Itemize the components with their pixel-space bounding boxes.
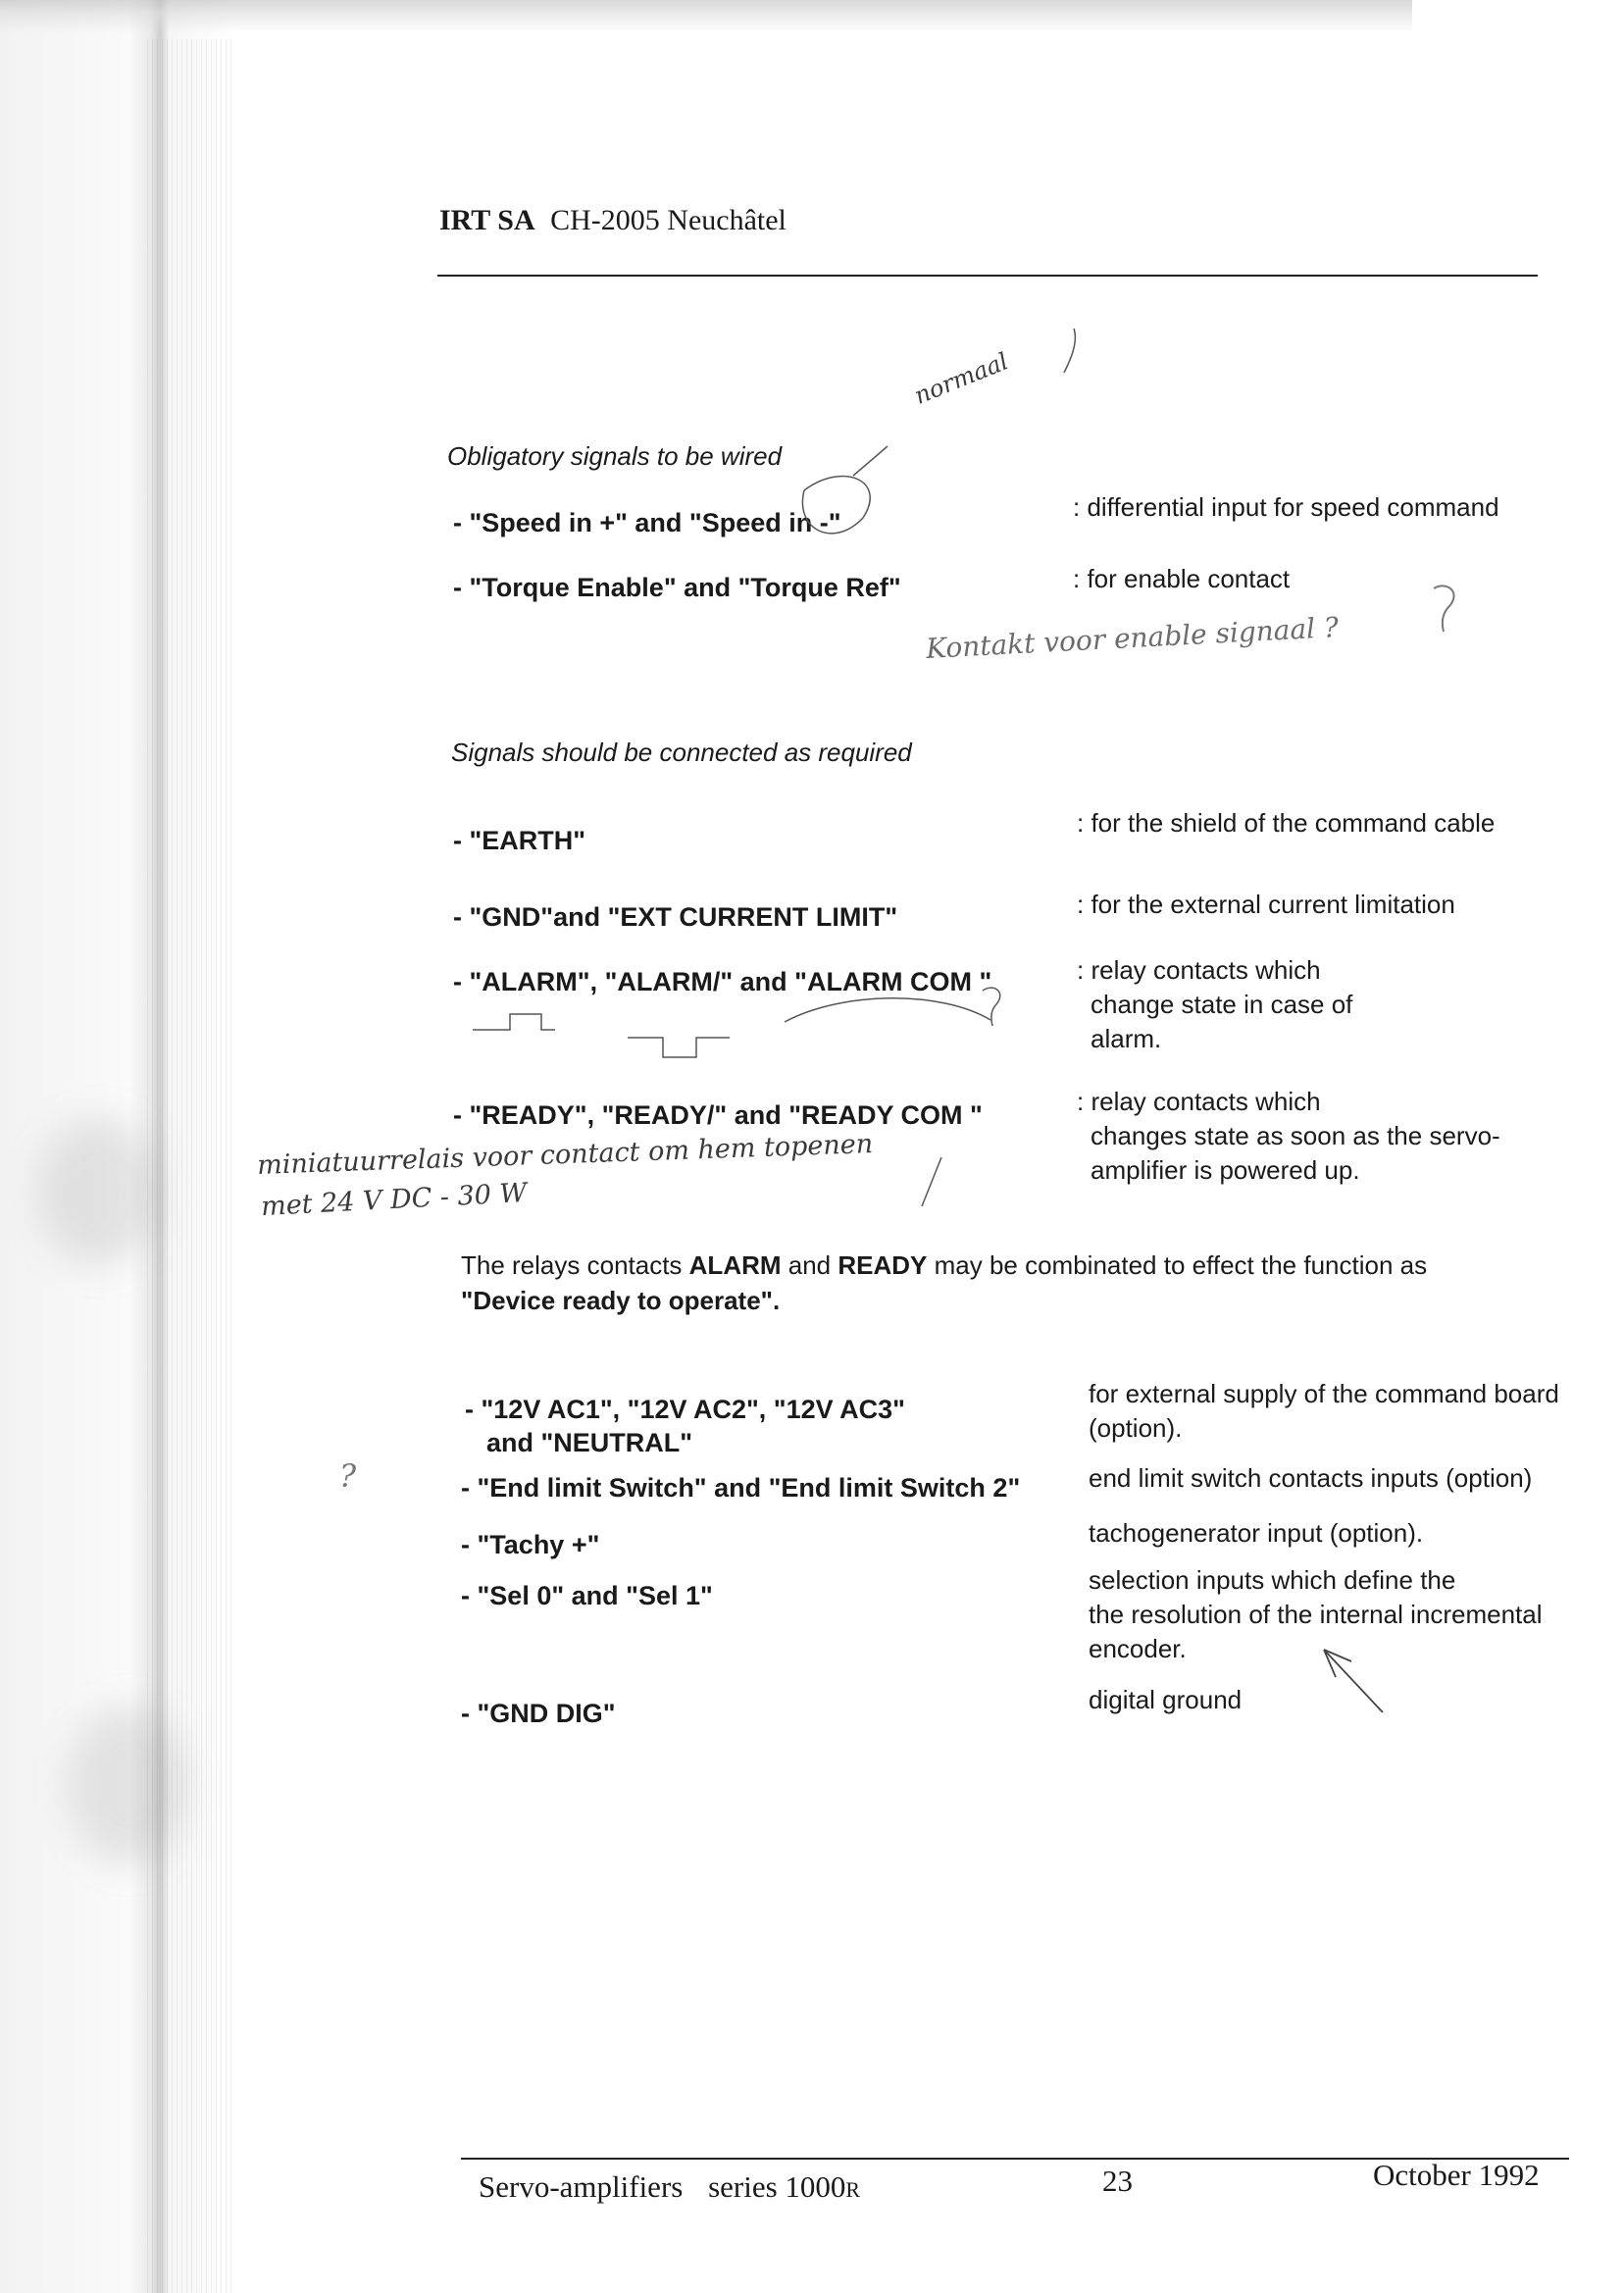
signal-name: - "Torque Enable" and "Torque Ref" xyxy=(453,573,901,602)
handwritten-mark: ? xyxy=(339,1457,357,1495)
section-title-obligatory: Obligatory signals to be wired xyxy=(447,441,783,471)
footer-title xyxy=(479,2169,860,2205)
desc-line: for external supply of the command board xyxy=(1089,1379,1559,1408)
handwritten-waveform xyxy=(473,1014,555,1030)
text: and xyxy=(781,1250,838,1280)
signal-desc: tachogenerator input (option). xyxy=(1089,1518,1424,1548)
text: may be combinated to effect the function as xyxy=(927,1250,1428,1280)
desc-line: (option). xyxy=(1089,1413,1183,1443)
desc-line: selection inputs which define the xyxy=(1089,1565,1456,1595)
signal-desc: : differential input for speed command xyxy=(1073,492,1499,522)
footer-series xyxy=(708,2169,860,2204)
text: The relays contacts xyxy=(461,1250,689,1280)
desc-line: changes state as soon as the servo- xyxy=(1091,1121,1500,1150)
section-title-optional: Signals should be connected as required xyxy=(451,738,912,767)
handwritten-note: miniatuurrelais voor contact om hem topenen xyxy=(256,1129,874,1181)
handwritten-line xyxy=(922,1157,941,1206)
signal-name: - "EARTH" xyxy=(453,826,586,855)
signal-desc: : for the shield of the command cable xyxy=(1077,808,1496,838)
signal-name: - "GND"and "EXT CURRENT LIMIT" xyxy=(453,902,898,932)
desc-line: change state in case of xyxy=(1091,990,1353,1019)
handwritten-circle xyxy=(802,476,870,533)
signal-name: - "End limit Switch" and "End limit Switch 2" xyxy=(461,1473,1021,1503)
signal-name: - "ALARM", "ALARM/" and "ALARM COM " xyxy=(453,967,992,996)
signal-desc: : for the external current limitation xyxy=(1077,890,1455,919)
signal-desc: digital ground xyxy=(1089,1685,1243,1714)
signal-name: - "12V AC1", "12V AC2", "12V AC3" xyxy=(465,1395,905,1424)
handwritten-line xyxy=(853,446,888,476)
signal-name: - "Sel 0" and "Sel 1" xyxy=(461,1581,713,1610)
text-bold: "Device ready to operate". xyxy=(461,1286,781,1315)
page-number: 23 xyxy=(1102,2164,1133,2198)
footer-series-suffix: R xyxy=(845,2177,861,2202)
handwritten-question xyxy=(1434,586,1454,632)
desc-line: : relay contacts which xyxy=(1077,1087,1321,1116)
text-bold: ALARM xyxy=(688,1250,782,1280)
desc-line: the resolution of the internal incremental xyxy=(1089,1600,1543,1629)
company-name: IRT SA xyxy=(439,204,535,236)
handwritten-stroke xyxy=(1064,329,1075,373)
signal-name: and "NEUTRAL" xyxy=(486,1428,693,1457)
handwritten-note: met 24 V DC - 30 W xyxy=(260,1177,528,1223)
signal-name: - "Tachy +" xyxy=(461,1530,600,1559)
footer-date: October 1992 xyxy=(1373,2158,1540,2192)
handwritten-arc xyxy=(785,998,990,1022)
signal-name: - "READY", "READY/" and "READY COM " xyxy=(453,1100,983,1130)
company-location: CH-2005 Neuchâtel xyxy=(550,204,787,236)
handwritten-note: Kontakt voor enable signaal ? xyxy=(925,611,1340,665)
signal-name: - "Speed in +" and "Speed in -" xyxy=(453,508,841,537)
signal-desc: end limit switch contacts inputs (option) xyxy=(1089,1463,1533,1493)
handwritten-question xyxy=(983,988,1000,1026)
handwritten-arrow xyxy=(1324,1650,1383,1712)
desc-line: : relay contacts which xyxy=(1077,955,1321,985)
desc-line: encoder. xyxy=(1089,1634,1187,1663)
signal-name: - "GND DIG" xyxy=(461,1699,616,1728)
handwritten-note: normaal xyxy=(910,347,1013,410)
desc-line: amplifier is powered up. xyxy=(1091,1155,1360,1185)
footer-series-text: series 1000 xyxy=(708,2169,846,2204)
desc-line: alarm. xyxy=(1091,1024,1162,1053)
footer-product: Servo-amplifiers xyxy=(479,2169,684,2204)
text-bold: READY xyxy=(837,1250,928,1280)
handwritten-waveform xyxy=(628,1038,730,1057)
signal-desc: : for enable contact xyxy=(1073,564,1291,593)
